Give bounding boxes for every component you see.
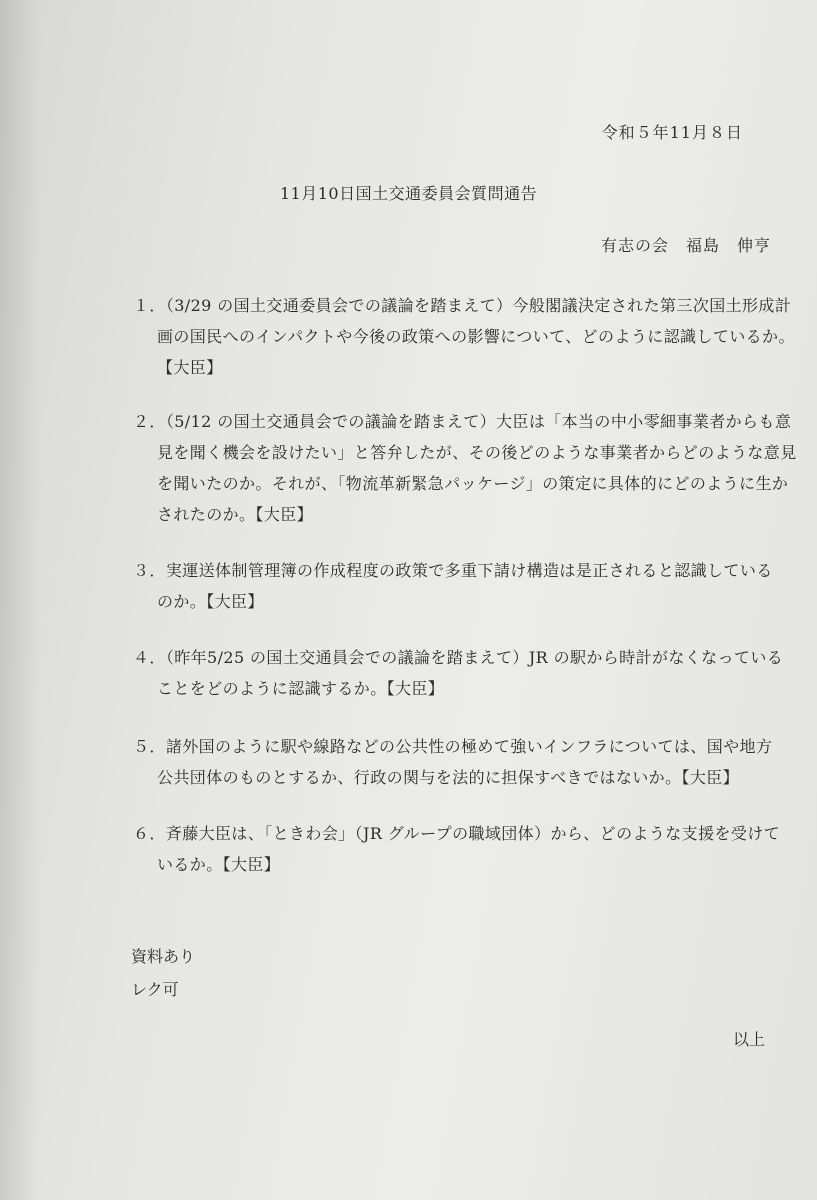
question-line — [133, 642, 784, 673]
question-number: ２． — [133, 412, 166, 431]
question-number: １． — [133, 296, 166, 315]
document-author: 有志の会 福島 伸亨 — [600, 236, 771, 255]
question-5 — [133, 731, 773, 793]
question-line: を聞いたのか。それが、「物流革新緊急パッケージ」の策定に具体的にどのように生か — [157, 474, 789, 493]
question-line: いるか。【大臣】 — [157, 855, 281, 874]
question-text: 諸外国のように駅や線路などの公共性の極めて強いインフラについては、国や地方 — [165, 737, 773, 756]
question-line — [133, 555, 773, 586]
question-line: されたのか。【大臣】 — [157, 505, 314, 524]
question-line — [133, 290, 792, 321]
document-closing: 以上 — [732, 1030, 765, 1049]
question-line: 画の国民へのインパクトや今後の政策への影響について、どのように認識しているか。 — [157, 327, 795, 346]
question-number: ５． — [133, 737, 166, 756]
question-line — [133, 406, 792, 437]
question-1 — [133, 290, 795, 383]
document-date: 令和５年11月８日 — [601, 123, 743, 142]
paper-shadow — [0, 0, 40, 1200]
question-number: ６． — [133, 824, 166, 843]
question-line — [133, 731, 773, 762]
question-text: （昨年5/25 の国土交通員会での議論を踏まえて）JR の駅から時計がなくなっている — [165, 648, 784, 667]
question-text: （3/29 の国土交通委員会での議論を踏まえて）今般閣議決定された第三次国土形成計 — [165, 296, 792, 315]
question-line: のか。【大臣】 — [157, 592, 264, 611]
question-line: ことをどのように認識するか。【大臣】 — [157, 679, 445, 698]
question-line: 見を聞く機会を設けたい」と答弁したが、その後どのような事業者からどのような意見 — [157, 443, 797, 462]
question-line — [133, 818, 781, 849]
note-materials: 資料あり — [131, 947, 196, 966]
question-number: ４． — [133, 648, 166, 667]
note-lecture: レク可 — [131, 980, 179, 999]
question-text: 実運送体制管理簿の作成程度の政策で多重下請け構造は是正されると認識している — [165, 561, 773, 580]
question-3 — [133, 555, 773, 617]
document-title: 11月10日国土交通委員会質問通告 — [279, 184, 538, 203]
question-line: 【大臣】 — [157, 358, 223, 377]
question-4 — [133, 642, 784, 704]
question-line: 公共団体のものとするか、行政の関与を法的に担保すべきではないか。【大臣】 — [157, 768, 740, 787]
question-2 — [133, 406, 797, 530]
question-text: 斉藤大臣は、「ときわ会」（JR グループの職域団体）から、どのような支援を受けて — [165, 824, 781, 843]
question-text: （5/12 の国土交通員会での議論を踏まえて）大臣は「本当の中小零細事業者からも意 — [165, 412, 792, 431]
question-6 — [133, 818, 781, 880]
question-number: ３． — [133, 561, 166, 580]
